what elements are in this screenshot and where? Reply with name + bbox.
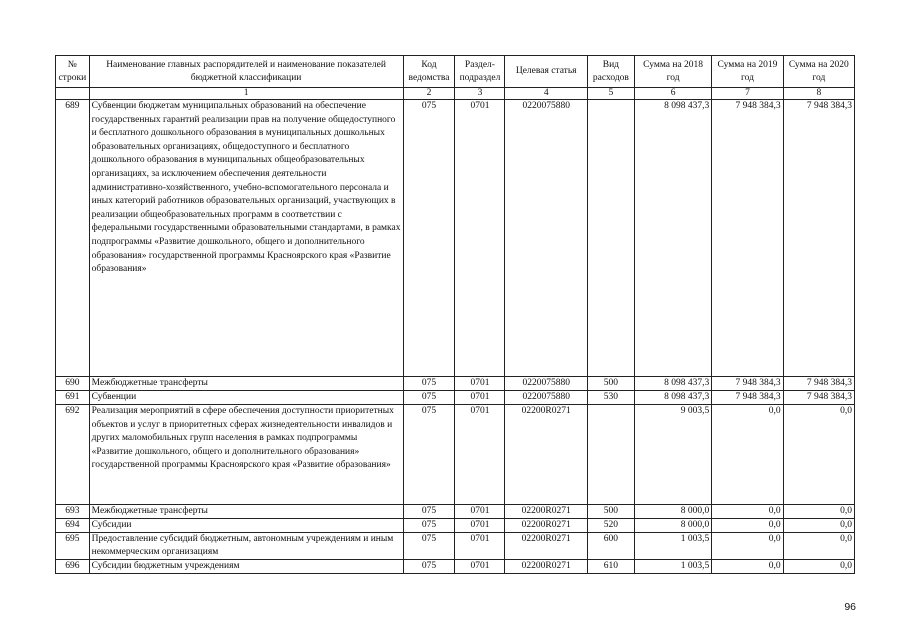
- row-sum-2018: 9 003,5: [634, 405, 711, 505]
- row-expense-type: 500: [587, 505, 634, 519]
- column-number: 7: [712, 88, 783, 100]
- row-sum-2019: 7 948 384,3: [712, 377, 783, 391]
- row-sum-2020: 0,0: [783, 519, 854, 533]
- row-department-code: 075: [403, 505, 455, 519]
- row-sum-2018: 8 098 437,3: [634, 100, 711, 377]
- row-sum-2019: 7 948 384,3: [712, 391, 783, 405]
- table-row: [56, 519, 855, 533]
- header-target-article: Целевая статья: [505, 56, 588, 88]
- header-expense-type: Вид расходов: [587, 56, 634, 88]
- row-name: Субсидии бюджетным учреждениям: [89, 560, 403, 574]
- row-expense-type: 530: [587, 391, 634, 405]
- row-sum-2020: 0,0: [783, 533, 854, 560]
- row-sum-2020: 7 948 384,3: [783, 100, 854, 377]
- row-section: 0701: [455, 519, 505, 533]
- column-number: 8: [783, 88, 854, 100]
- row-expense-type: 520: [587, 519, 634, 533]
- column-number: 6: [634, 88, 711, 100]
- page-number: 96: [844, 601, 856, 613]
- row-number: 689: [56, 100, 90, 377]
- row-target-article: 02200R0271: [505, 405, 588, 505]
- header-section: Раздел-подраздел: [455, 56, 505, 88]
- table-row: [56, 405, 855, 505]
- row-sum-2018: 1 003,5: [634, 533, 711, 560]
- row-expense-type: 600: [587, 533, 634, 560]
- row-expense-type: 500: [587, 377, 634, 391]
- row-sum-2018: 8 098 437,3: [634, 391, 711, 405]
- row-sum-2018: 8 000,0: [634, 519, 711, 533]
- row-target-article: 0220075880: [505, 391, 588, 405]
- row-target-article: 02200R0271: [505, 505, 588, 519]
- row-sum-2020: 0,0: [783, 560, 854, 574]
- row-department-code: 075: [403, 405, 455, 505]
- row-department-code: 075: [403, 100, 455, 377]
- row-section: 0701: [455, 391, 505, 405]
- row-section: 0701: [455, 405, 505, 505]
- row-department-code: 075: [403, 391, 455, 405]
- row-number: 690: [56, 377, 90, 391]
- row-number: 691: [56, 391, 90, 405]
- row-expense-type: 610: [587, 560, 634, 574]
- header-sum-2020: Сумма на 2020 год: [783, 56, 854, 88]
- row-expense-type: [587, 100, 634, 377]
- column-number: 2: [403, 88, 455, 100]
- column-number: 4: [505, 88, 588, 100]
- table-row: [56, 391, 855, 405]
- budget-table: [55, 55, 855, 574]
- row-sum-2020: 0,0: [783, 405, 854, 505]
- row-name: Предоставление субсидий бюджетным, автономным учреждениям и иным некоммерческим организациям: [89, 533, 403, 560]
- row-expense-type: [587, 405, 634, 505]
- column-number: 3: [455, 88, 505, 100]
- row-sum-2018: 8 098 437,3: [634, 377, 711, 391]
- row-department-code: 075: [403, 560, 455, 574]
- column-number: 1: [89, 88, 403, 100]
- column-number-row: [56, 88, 855, 100]
- row-name: Субсидии: [89, 519, 403, 533]
- row-sum-2019: 0,0: [712, 519, 783, 533]
- row-name: Субвенции бюджетам муниципальных образований на обеспечение государственных гарантий реализации прав на получение общедоступного и бесплатного дошкольного образования в муниципальных дошкольных образовательных организациях, общедоступного и бесплатного дошкольного образования в муниципальных общеобразовательных организациях, за исключением обеспечения деятельности административно-хозяйственного, учебно-вспомогательного персонала и иных категорий работников образовательных организаций, участвующих в реализации общеобразовательных программ в соответствии с федеральными государственными образовательными стандартами, в рамках подпрограммы «Развитие дошкольного, общего и дополнительного образования» государственной программы Красноярского края «Развитие образования»: [89, 100, 403, 377]
- header-row-number: № строки: [56, 56, 90, 88]
- row-name: Реализация мероприятий в сфере обеспечения доступности приоритетных объектов и услуг в приоритетных сферах жизнедеятельности инвалидов и других маломобильных групп населения в рамках подпрограммы «Развитие дошкольного, общего и дополнительного образования» государственной программы Красноярского края «Развитие образования»: [89, 405, 403, 505]
- row-name: Межбюджетные трансферты: [89, 505, 403, 519]
- table-row: [56, 377, 855, 391]
- row-section: 0701: [455, 560, 505, 574]
- table-row: [56, 560, 855, 574]
- column-number: [56, 88, 90, 100]
- row-sum-2019: 7 948 384,3: [712, 100, 783, 377]
- header-row: [56, 56, 855, 88]
- header-name: Наименование главных распорядителей и наименование показателей бюджетной классификации: [89, 56, 403, 88]
- row-target-article: 0220075880: [505, 377, 588, 391]
- row-sum-2019: 0,0: [712, 533, 783, 560]
- row-sum-2019: 0,0: [712, 505, 783, 519]
- header-department-code: Код ведомства: [403, 56, 455, 88]
- header-sum-2018: Сумма на 2018 год: [634, 56, 711, 88]
- row-department-code: 075: [403, 533, 455, 560]
- row-number: 696: [56, 560, 90, 574]
- column-number: 5: [587, 88, 634, 100]
- row-department-code: 075: [403, 377, 455, 391]
- row-target-article: 02200R0271: [505, 533, 588, 560]
- row-target-article: 02200R0271: [505, 519, 588, 533]
- row-number: 694: [56, 519, 90, 533]
- row-sum-2020: 0,0: [783, 505, 854, 519]
- row-section: 0701: [455, 505, 505, 519]
- row-sum-2019: 0,0: [712, 560, 783, 574]
- row-number: 692: [56, 405, 90, 505]
- row-number: 693: [56, 505, 90, 519]
- row-sum-2020: 7 948 384,3: [783, 391, 854, 405]
- row-sum-2020: 7 948 384,3: [783, 377, 854, 391]
- row-sum-2019: 0,0: [712, 405, 783, 505]
- row-section: 0701: [455, 533, 505, 560]
- row-name: Межбюджетные трансферты: [89, 377, 403, 391]
- row-target-article: 0220075880: [505, 100, 588, 377]
- row-target-article: 02200R0271: [505, 560, 588, 574]
- row-section: 0701: [455, 100, 505, 377]
- table-row: [56, 100, 855, 377]
- row-section: 0701: [455, 377, 505, 391]
- table-row: [56, 505, 855, 519]
- header-sum-2019: Сумма на 2019 год: [712, 56, 783, 88]
- row-name: Субвенции: [89, 391, 403, 405]
- table-row: [56, 533, 855, 560]
- row-department-code: 075: [403, 519, 455, 533]
- row-number: 695: [56, 533, 90, 560]
- row-sum-2018: 1 003,5: [634, 560, 711, 574]
- row-sum-2018: 8 000,0: [634, 505, 711, 519]
